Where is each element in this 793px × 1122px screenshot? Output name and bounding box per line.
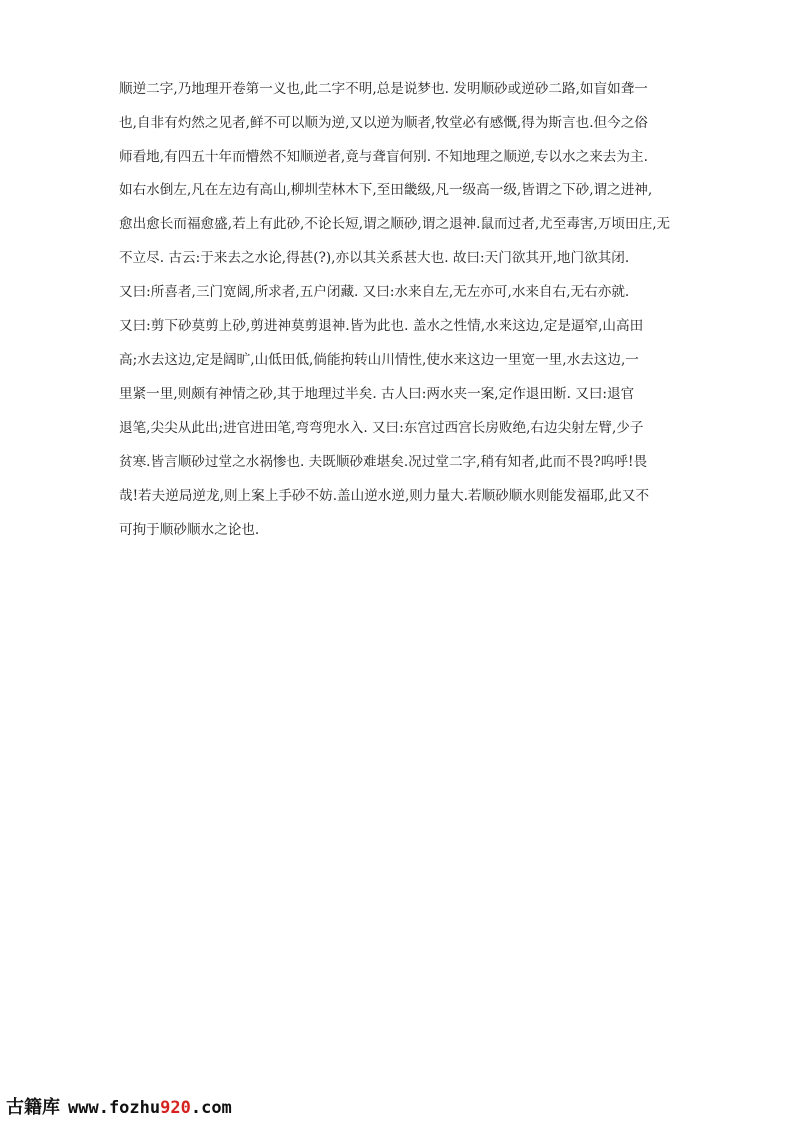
url-number: 920 xyxy=(160,1098,191,1118)
url-prefix: www.fozhu xyxy=(68,1098,161,1118)
text-line: 如右水倒左,凡在左边有高山,柳圳茔林木下,至田畿级,凡一级高一级,皆谓之下砂,谓之进神, xyxy=(119,182,653,198)
text-line: 又曰:剪下砂莫剪上砂,剪进神莫剪退神.皆为此也. 盖水之性情,水来这边,定是逼窄,山高田 xyxy=(119,318,644,334)
url-suffix: .com xyxy=(190,1098,232,1118)
site-name: 古籍库 xyxy=(6,1097,60,1118)
text-line: 退笔,尖尖从此出;进官进田笔,弯弯兜水入. 又曰:东宫过西宫长房败绝,右边尖射左臂,少子 xyxy=(119,420,644,436)
text-line: 可拘于顺砂顺水之论也. xyxy=(119,522,260,538)
text-line: 哉!若夫逆局逆龙,则上案上手砂不妨.盖山逆水逆,则力量大.若顺砂顺水则能发福耶,此又不 xyxy=(119,488,650,504)
text-line: 也,自非有灼然之见者,鲜不可以顺为逆,又以逆为顺者,牧堂必有感慨,得为斯言也.但今之俗 xyxy=(119,115,648,131)
text-line: 贫寒.皆言顺砂过堂之水祸惨也. 夫既顺砂难堪矣.况过堂二字,稍有知者,此而不畏?呜呼!畏 xyxy=(119,454,648,470)
text-line: 顺逆二字,乃地理开卷第一义也,此二字不明,总是说梦也. 发明顺砂或逆砂二路,如盲如聋一 xyxy=(119,81,648,97)
site-url-link[interactable] xyxy=(68,1098,232,1118)
text-line: 师看地,有四五十年而懵然不知顺逆者,竟与聋盲何别. 不知地理之顺逆,专以水之来去为主. xyxy=(119,149,648,165)
text-line: 不立尽. 古云:于来去之水论,得甚(?),亦以其关系甚大也. 故曰:天门欲其开,地门欲其闭. xyxy=(119,250,630,266)
footer-watermark xyxy=(6,1093,232,1119)
text-line: 又曰:所喜者,三门宽阔,所求者,五户闭藏. 又曰:水来自左,无左亦可,水来自右,无右亦就. xyxy=(119,284,630,300)
text-line: 愈出愈长而福愈盛,若上有此砂,不论长短,谓之顺砂,谓之退神.鼠而过者,尤至毒害,万顷田庄,无 xyxy=(119,216,671,232)
text-line: 里紧一里,则颇有神情之砂,其于地理过半矣. 古人曰:两水夹一案,定作退田断. 又曰:退官 xyxy=(119,386,635,402)
text-line: 高;水去这边,定是阔旷,山低田低,倘能拘转山川情性,使水来这边一里宽一里,水去这边,一 xyxy=(119,352,639,368)
